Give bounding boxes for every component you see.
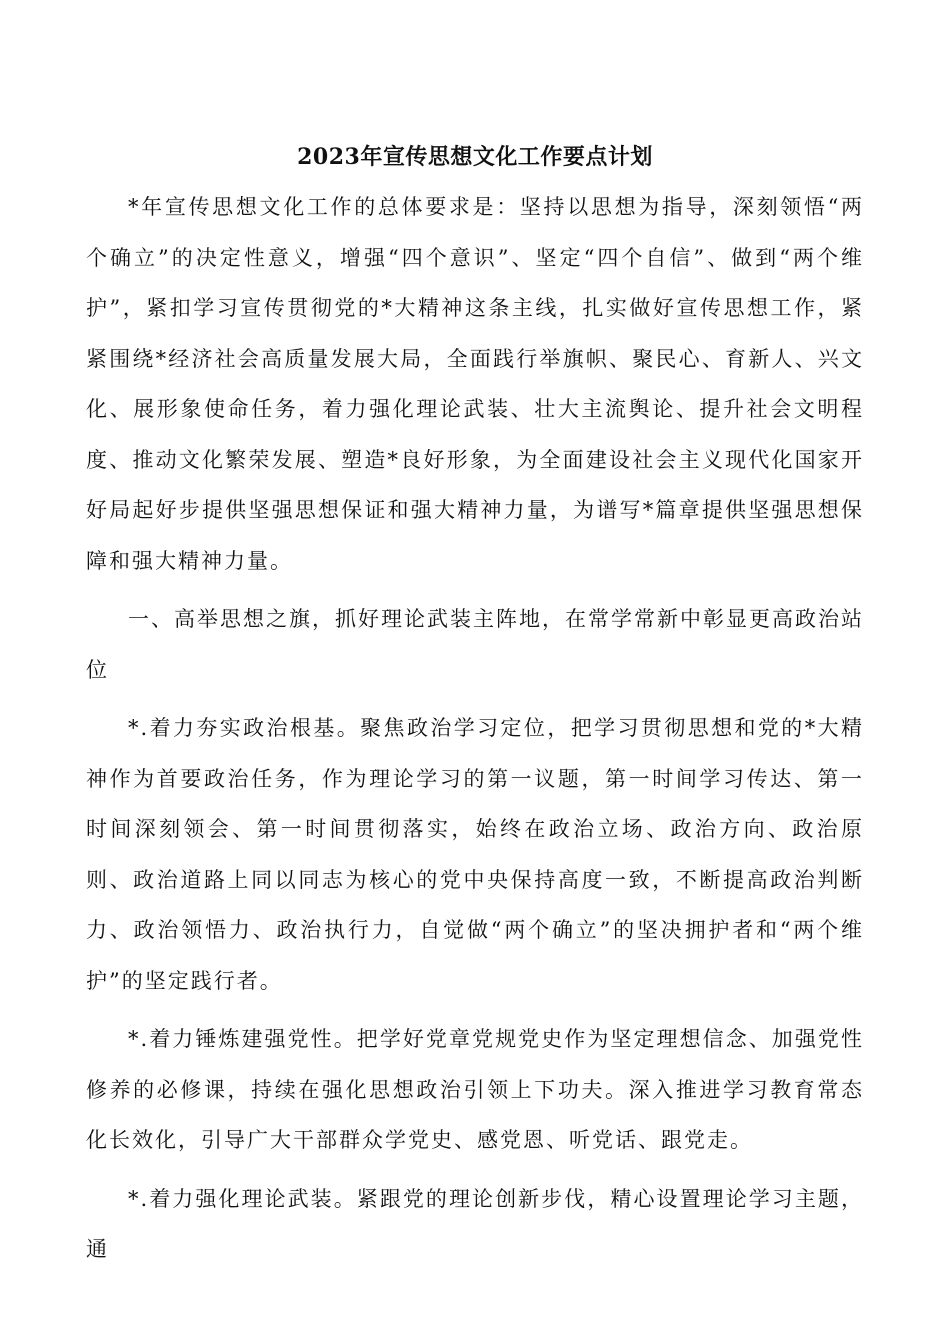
document-title: 2023年宣传思想文化工作要点计划 [297,144,653,170]
paragraph-item-2: *.着力锤炼建强党性。把学好党章党规党史作为坚定理想信念、加强党性修养的必修课，持续在强化思想政治引领上下功夫。深入推进学习教育常态化长效化，引导广大干部群众学党史、感党恩、听党话、跟党走。 [86,1027,864,1152]
document-body [86,138,864,1283]
paragraph-item-1: *.着力夯实政治根基。聚焦政治学习定位，把学习贯彻思想和党的*大精神作为首要政治任务，作为理论学习的第一议题，第一时间学习传达、第一时间深刻领会、第一时间贯彻落实，始终在政治立场、政治方向、政治原则、政治道路上同以同志为核心的党中央保持高度一致，不断提高政治判断力、政治领悟力、政治执行力，自觉做“两个确立”的坚决拥护者和“两个维护”的坚定践行者。 [86,716,864,993]
paragraph-item-3: *.着力强化理论武装。紧跟党的理论创新步伐，精心设置理论学习主题，通 [86,1186,864,1261]
paragraph-overview: *年宣传思想文化工作的总体要求是：坚持以思想为指导，深刻领悟“两个确立”的决定性意义，增强“四个意识”、坚定“四个自信”、做到“两个维护”，紧扣学习宣传贯彻党的*大精神这条主线，扎实做好宣传思想工作，紧紧围绕*经济社会高质量发展大局，全面践行举旗帜、聚民心、育新人、兴文化、展形象使命任务，着力强化理论武装、壮大主流舆论、提升社会文明程度、推动文化繁荣发展、塑造*良好形象，为全面建设社会主义现代化国家开好局起好步提供坚强思想保证和强大精神力量，为谱写*篇章提供坚强思想保障和强大精神力量。 [86,195,864,573]
section-heading-1: 一、高举思想之旗，抓好理论武装主阵地，在常学常新中彰显更高政治站位 [86,607,864,682]
